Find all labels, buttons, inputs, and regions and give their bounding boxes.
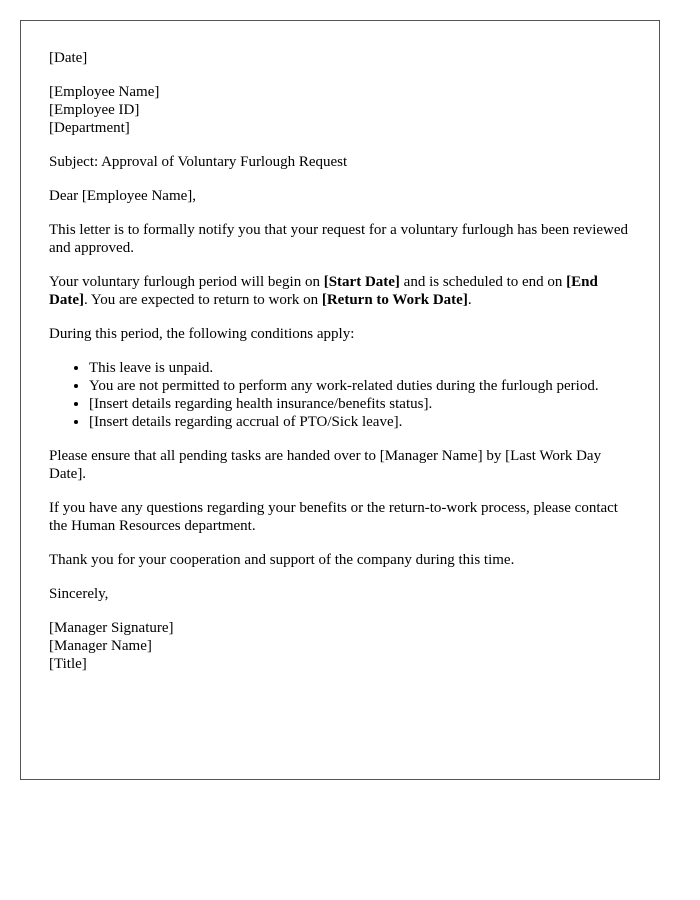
period-text-2: and is scheduled to end on	[399, 274, 567, 290]
end-date: [End Date]	[49, 274, 598, 308]
manager-signature: [Manager Signature]	[49, 620, 174, 636]
letter-salutation: Dear [Employee Name],	[49, 188, 197, 204]
manager-title: [Title]	[49, 656, 87, 672]
paragraph-questions: If you have any questions regarding your benefits or the return-to-work process, please contact the Human Resources department.	[49, 500, 618, 534]
paragraph-thanks: Thank you for your cooperation and support of the company during this time.	[49, 552, 515, 568]
letter-document	[20, 20, 660, 780]
paragraph-notify: This letter is to formally notify you that your request for a voluntary furlough has been reviewed and approved.	[49, 222, 629, 256]
letter-subject: Subject: Approval of Voluntary Furlough Request	[49, 154, 348, 170]
manager-name: [Manager Name]	[49, 638, 152, 654]
list-item: • This leave is unpaid.	[89, 359, 631, 377]
period-text-3: . You are expected to return to work on	[83, 292, 322, 308]
paragraph-handover: Please ensure that all pending tasks are handed over to [Manager Name] by [Last Work Day Date].	[49, 448, 602, 482]
signature-block	[49, 619, 631, 673]
return-date: [Return to Work Date]	[321, 292, 468, 308]
recipient-id: [Employee ID]	[49, 102, 140, 118]
recipient-department: [Department]	[49, 120, 130, 136]
list-item: • [Insert details regarding accrual of PTO/Sick leave].	[89, 413, 631, 431]
conditions-list	[49, 359, 631, 431]
letter-date: [Date]	[49, 50, 88, 66]
period-text-4: .	[467, 292, 472, 308]
start-date: [Start Date]	[323, 274, 400, 290]
list-item: • You are not permitted to perform any work-related duties during the furlough period.	[89, 377, 631, 395]
paragraph-period	[49, 273, 631, 309]
list-item: • [Insert details regarding health insurance/benefits status].	[89, 395, 631, 413]
recipient-block	[49, 83, 631, 137]
letter-closing: Sincerely,	[49, 586, 109, 602]
period-text-1: Your voluntary furlough period will begin on	[49, 274, 324, 290]
recipient-name: [Employee Name]	[49, 84, 160, 100]
conditions-intro: During this period, the following conditions apply:	[49, 326, 355, 342]
